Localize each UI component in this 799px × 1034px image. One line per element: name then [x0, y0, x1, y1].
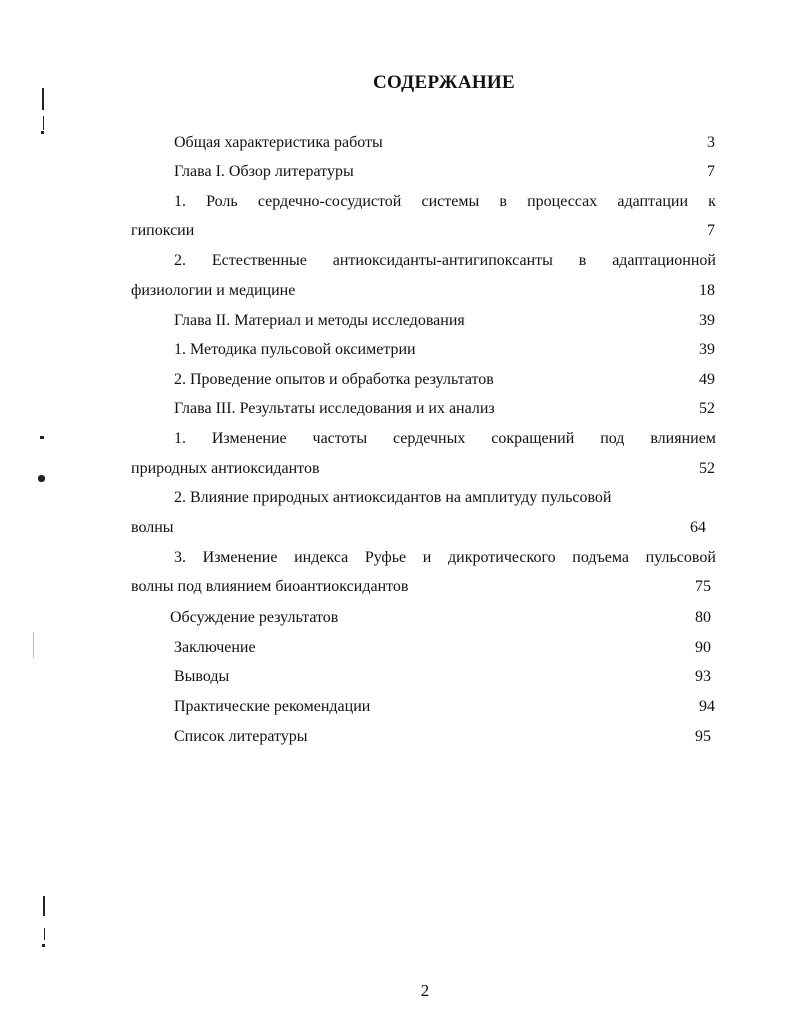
toc-entry-1-2-cont: физиологии и медицине: [131, 282, 296, 299]
word: антиоксиданты-антигипоксанты: [332, 252, 553, 269]
scan-artifact: [33, 632, 34, 658]
word: и: [422, 549, 432, 566]
scan-artifact: [40, 436, 44, 439]
toc-entry-3-1-cont: природных антиоксидантов: [131, 460, 320, 477]
scan-artifact: [41, 131, 44, 134]
word: влиянием: [650, 430, 716, 447]
toc-entry-recommendations: Практические рекомендации: [174, 698, 371, 715]
toc-entry-1-2: [174, 251, 716, 271]
toc-entry-1-1: [174, 192, 716, 212]
word: под: [600, 430, 625, 447]
toc-entry-conclusion: Заключение: [174, 639, 256, 656]
toc-page-conclusion: 90: [695, 639, 711, 656]
toc-entry-general: Общая характеристика работы: [174, 134, 383, 151]
toc-page-chapter-2: 39: [699, 312, 715, 329]
toc-entry-3-3: [174, 548, 716, 568]
toc-entry-references: Список литературы: [174, 728, 308, 745]
word: адаптации: [617, 193, 689, 210]
toc-page-discussion: 80: [695, 609, 711, 626]
toc-page-3-3: 75: [695, 578, 711, 595]
toc-page-3-2: 64: [690, 519, 706, 536]
scan-artifact: [38, 475, 45, 482]
toc-entry-chapter-1: Глава I. Обзор литературы: [174, 163, 354, 180]
toc-entry-3-3-cont: волны под влиянием биоантиоксидантов: [131, 578, 409, 595]
toc-entry-1-1-cont: гипоксии: [131, 222, 195, 239]
toc-entry-3-1: [174, 429, 716, 449]
toc-page-findings: 93: [695, 668, 711, 685]
word: адаптационной: [612, 252, 716, 269]
word: 1.: [174, 430, 186, 447]
toc-entry-discussion: Обсуждение результатов: [170, 609, 339, 626]
toc-entry-chapter-3: Глава III. Результаты исследования и их анализ: [174, 400, 495, 417]
scan-artifact: [43, 896, 45, 916]
word: в: [499, 193, 507, 210]
word: дикротического: [448, 549, 556, 566]
toc-entry-3-2-cont: волны: [131, 519, 174, 536]
toc-page-chapter-3: 52: [699, 400, 715, 417]
word: индекса: [294, 549, 349, 566]
toc-entry-chapter-2: Глава II. Материал и методы исследования: [174, 312, 465, 329]
word: в: [578, 252, 587, 269]
word: Изменение: [211, 430, 287, 447]
scan-artifact: [42, 944, 45, 947]
word: 3.: [174, 549, 186, 566]
word: пульсовой: [645, 549, 716, 566]
toc-page-3-1: 52: [699, 460, 715, 477]
page-number: 2: [420, 981, 430, 1000]
word: к: [708, 193, 716, 210]
page-title: СОДЕРЖАНИЕ: [373, 72, 515, 93]
toc-page-1-2: 18: [699, 282, 715, 299]
toc-page-general: 3: [707, 134, 715, 151]
scan-artifact: [42, 88, 44, 110]
toc-entry-3-2: 2. Влияние природных антиоксидантов на амплитуду пульсовой: [174, 489, 612, 506]
word: 1.: [174, 193, 186, 210]
word: сокращений: [491, 430, 575, 447]
toc-page-recommendations: 94: [699, 698, 715, 715]
word: Роль: [206, 193, 238, 210]
scan-artifact: [44, 928, 45, 940]
toc-page-2-2: 49: [699, 371, 715, 388]
scan-artifact: [43, 116, 44, 130]
toc-page-references: 95: [695, 728, 711, 745]
word: системы: [421, 193, 480, 210]
word: сердечно-сосудистой: [257, 193, 402, 210]
toc-entry-2-1: 1. Методика пульсовой оксиметрии: [174, 341, 416, 358]
word: сердечных: [392, 430, 466, 447]
toc-page-1-1: 7: [707, 222, 715, 239]
word: процессах: [527, 193, 598, 210]
toc-page-chapter-1: 7: [707, 163, 715, 180]
word: частоты: [312, 430, 368, 447]
word: Руфье: [364, 549, 407, 566]
word: 2.: [174, 252, 186, 269]
toc-entry-2-2: 2. Проведение опытов и обработка результатов: [174, 371, 494, 388]
word: Изменение: [202, 549, 278, 566]
toc-page-2-1: 39: [699, 341, 715, 358]
word: Естественные: [211, 252, 307, 269]
word: подъема: [572, 549, 629, 566]
toc-entry-findings: Выводы: [174, 668, 230, 685]
